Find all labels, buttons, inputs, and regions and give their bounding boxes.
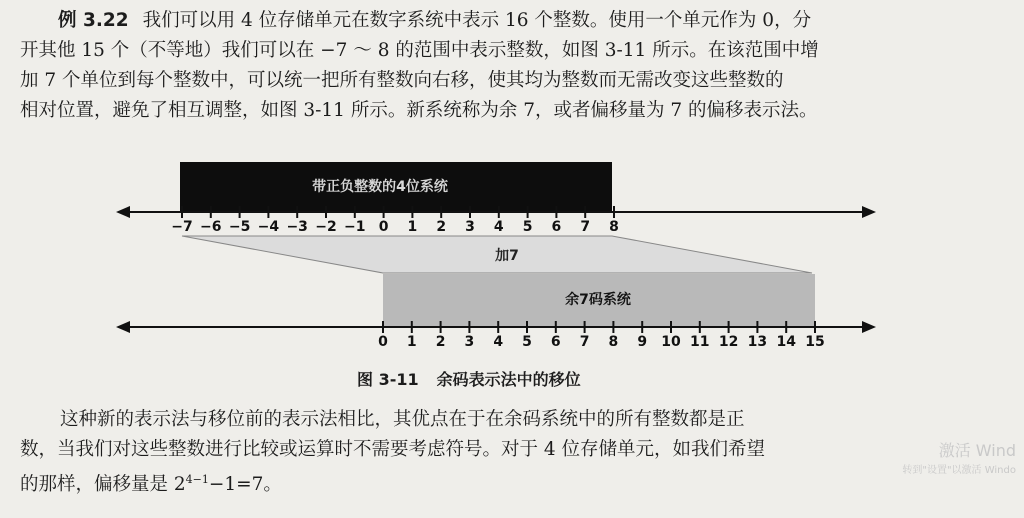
tick-label: −7 xyxy=(171,219,193,235)
tick-label: 5 xyxy=(522,334,532,350)
figure-caption xyxy=(357,367,581,390)
exponent: 4−1 xyxy=(185,473,209,486)
shift-label: 加7 xyxy=(495,248,519,264)
paragraph-line: 例 3.22 我们可以用 4 位存储单元在数字系统中表示 16 个整数。使用一个单元作为 0，分 xyxy=(58,10,812,31)
tick-label: 2 xyxy=(436,219,447,235)
top-box-label: 带正负整数的4位系统 xyxy=(312,179,448,195)
tick-label: 2 xyxy=(435,334,446,350)
tick-label: 13 xyxy=(747,334,768,350)
tick-label: −6 xyxy=(200,219,222,235)
conclusion-paragraph xyxy=(20,405,995,500)
bottom-box-label: 余7码系统 xyxy=(565,292,631,308)
tick-label: 8 xyxy=(609,219,619,235)
tick-label: 7 xyxy=(580,219,591,235)
paragraph-line: 加 7 个单位到每个整数中，可以统一把所有整数向右移，使其均为整数而无需改变这些整数的 xyxy=(20,70,784,91)
tick-label: 7 xyxy=(579,334,590,350)
example-label: 例 3.22 xyxy=(58,10,129,31)
caption-number: 图 3-11 xyxy=(357,370,419,389)
paragraph-line: 数，当我们对这些整数进行比较或运算时不需要考虑符号。对于 4 位存储单元，如我们希望 xyxy=(20,439,766,460)
tick-label: 4 xyxy=(493,219,504,235)
tick-label: 14 xyxy=(776,334,796,350)
tick-label: 11 xyxy=(690,334,710,350)
tick-label: 3 xyxy=(464,334,475,350)
tick-label: −3 xyxy=(286,219,308,235)
paragraph-line: 相对位置，避免了相互调整，如图 3-11 所示。新系统称为余 7，或者偏移量为 7 的偏移表示法。 xyxy=(20,100,818,121)
tick-label: −4 xyxy=(257,219,280,235)
tick-label: 1 xyxy=(406,334,417,350)
top-line-left-arrow xyxy=(116,206,130,218)
bottom-line-left-arrow xyxy=(116,321,130,333)
watermark-line: 转到"设置"以激活 Windo xyxy=(902,465,1016,476)
tick-label: −5 xyxy=(228,219,251,235)
paragraph-line: 的那样，偏移量是 $2^{4-1}-1=7$。 xyxy=(20,473,282,496)
top-line-right-arrow xyxy=(862,206,876,218)
tick-label: 8 xyxy=(608,334,619,350)
tick-label: −1 xyxy=(344,219,366,235)
tick-label: 0 xyxy=(378,219,389,235)
tick-label: 9 xyxy=(637,334,648,350)
tick-label: 5 xyxy=(522,219,533,235)
tick-label: −2 xyxy=(315,219,337,235)
tick-label: 6 xyxy=(550,334,561,350)
tick-label: 10 xyxy=(661,334,681,350)
tick-label: 1 xyxy=(407,219,418,235)
tick-label: 4 xyxy=(493,334,504,350)
tick-label: 15 xyxy=(805,334,825,350)
bottom-line-right-arrow xyxy=(862,321,876,333)
paragraph-line: 开其他 15 个（不等地）我们可以在 −7 ～ 8 的范围中表示整数，如图 3-11 所示。在该范围中增 xyxy=(20,40,819,61)
paragraph-line: 这种新的表示法与移位前的表示法相比，其优点在于在余码系统中的所有整数都是正 xyxy=(60,409,745,430)
activation-watermark xyxy=(856,438,1016,476)
tick-label: 3 xyxy=(465,219,475,235)
tick-label: 0 xyxy=(378,334,388,350)
tick-label: 12 xyxy=(718,334,739,350)
caption-text: 余码表示法中的移位 xyxy=(436,370,581,389)
tick-label: 6 xyxy=(551,219,562,235)
watermark-line: 激活 Wind xyxy=(938,441,1016,460)
